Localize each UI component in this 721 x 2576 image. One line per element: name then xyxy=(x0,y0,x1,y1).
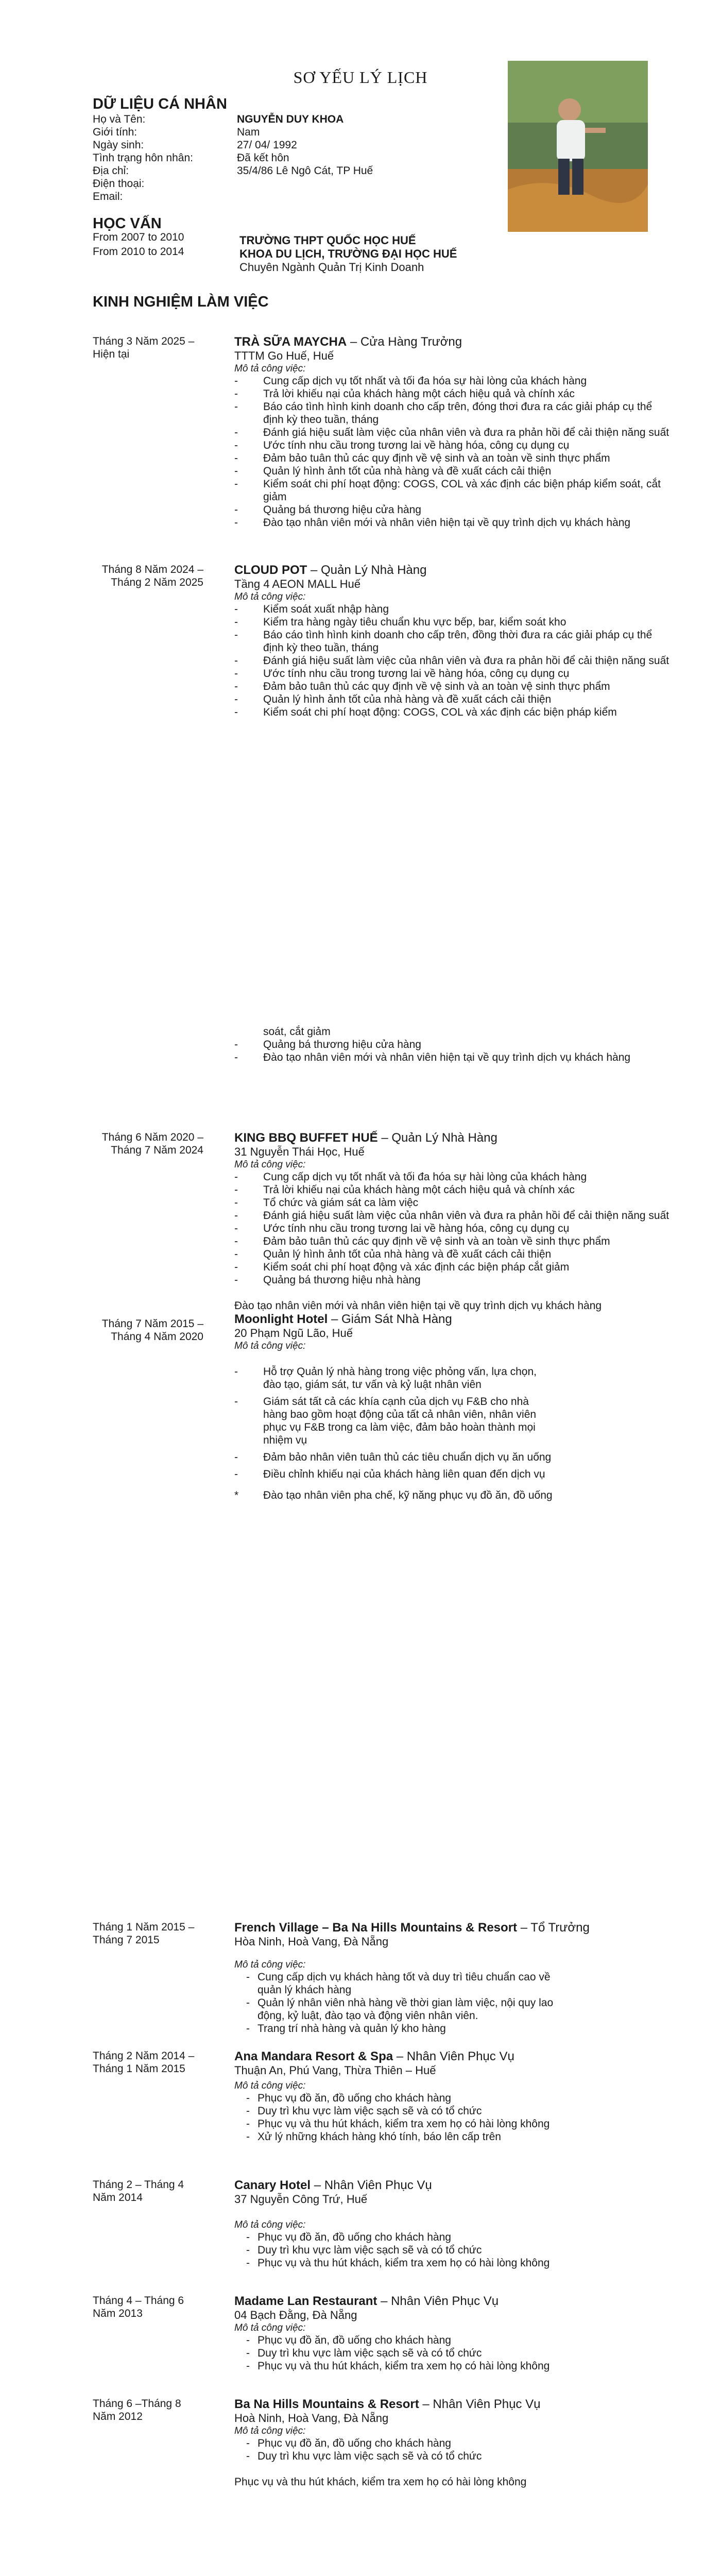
job-period-start: Tháng 8 Năm 2024 – xyxy=(101,564,203,575)
duty-item: - Quản lý hình ảnh tốt của nhà hàng và đề xuất cách cải thiện xyxy=(234,465,552,477)
duty-item: - Ước tính nhu cầu trong tương lai về hàng hóa, công cụ dụng cụ xyxy=(234,439,570,451)
duty-item: - Phục vụ đồ ăn, đồ uống cho khách hàng xyxy=(246,2334,451,2346)
job-title xyxy=(234,2049,667,2064)
personal-value-dob: 27/ 04/ 1992 xyxy=(237,139,297,151)
job-duties-label: Mô tả công việc: xyxy=(234,1341,306,1351)
job-place: TTTM Go Huế, Huế xyxy=(234,349,334,362)
job-company: KING BBQ BUFFET HUẾ xyxy=(234,1131,378,1145)
job-duties-label: Mô tả công việc: xyxy=(234,1159,306,1170)
experience-heading: KINH NGHIỆM LÀM VIỆC xyxy=(93,294,269,310)
duty-item: - Trang trí nhà hàng và quản lý kho hàng xyxy=(246,2023,446,2035)
job-duties-list xyxy=(234,2334,554,2372)
job-role: – Quản Lý Nhà Hàng xyxy=(307,563,427,577)
duty-item: - Báo cáo tình hình kinh doanh cho cấp trên, đóng thơi đưa ra các giải pháp cụ thể định kỳ theo tuần, tháng xyxy=(234,401,653,426)
duty-item: - Kiểm tra hàng ngày tiêu chuẩn khu vực bếp, bar, kiểm soát kho xyxy=(234,616,566,628)
duty-item: - Đảm bảo nhân viên tuân thủ các tiêu chuẩn dịch vụ ăn uống xyxy=(234,1451,552,1463)
job-duties-list xyxy=(234,603,672,719)
job-period-start: Tháng 2 – Tháng 4 xyxy=(93,2179,184,2191)
job-title xyxy=(234,2294,667,2309)
job-duties-list xyxy=(234,1971,554,2035)
job-period-start: Tháng 1 Năm 2015 – xyxy=(93,1921,195,1933)
job-period-start: Tháng 6 –Tháng 8 xyxy=(93,2398,181,2410)
duty-item: - Giám sát tất cả các khía cạnh của dịch vụ F&B cho nhà hàng bao gồm hoạt động của tất cả nhân viên, nhân viên phục vụ F&B trong ca làm việc, đảm bảo hoàn thành mọi nhiệm vụ xyxy=(234,1396,537,1446)
personal-value-address: 35/4/86 Lê Ngô Cát, TP Huế xyxy=(237,165,373,177)
duty-item: - Phục vụ đồ ăn, đồ uống cho khách hàng xyxy=(246,2092,451,2104)
document-title: SƠ YẾU LÝ LỊCH xyxy=(293,68,428,87)
education-school-1: TRƯỜNG THPT QUỐC HỌC HUẾ xyxy=(239,234,416,247)
job-company: French Village – Ba Na Hills Mountains & Resort xyxy=(234,1921,518,1935)
duty-item: * Đào tạo nhân viên pha chế, kỹ năng phục vụ đồ ăn, đồ uống xyxy=(234,1489,553,1501)
personal-value-marital: Đã kết hôn xyxy=(237,152,289,164)
job-duties-label: Mô tả công việc: xyxy=(234,363,306,374)
job-period-end: Tháng 7 Năm 2024 xyxy=(111,1144,203,1156)
job-period-start: Tháng 7 Năm 2015 – xyxy=(101,1318,203,1330)
personal-label-marital: Tình trạng hôn nhân: xyxy=(93,152,193,164)
duty-item: - Hỗ trợ Quản lý nhà hàng trong việc phỏng vấn, lựa chọn, đào tạo, giám sát, tư vấn và kỷ luật nhân viên xyxy=(234,1366,537,1391)
duty-item: - Trả lời khiếu nại của khách hàng một cách hiệu quả và chính xác xyxy=(234,388,575,400)
job-title xyxy=(234,2397,667,2412)
duty-item: - Phục vụ đồ ăn, đồ uống cho khách hàng xyxy=(246,2231,451,2243)
duty-item: - Ước tính nhu cầu trong tương lai về hàng hóa, công cụ dụng cụ xyxy=(234,668,570,680)
job-duties-list-continued xyxy=(234,1038,672,1064)
job-period-end: Tháng 2 Năm 2025 xyxy=(111,577,203,588)
job-role: – Nhân Viên Phục Vụ xyxy=(393,2049,514,2063)
education-period-1: From 2007 to 2010 xyxy=(93,231,184,243)
job-title xyxy=(234,563,667,578)
job-role: – Nhân Viên Phục Vụ xyxy=(377,2294,499,2308)
personal-value-name: NGUYỄN DUY KHOA xyxy=(237,113,344,125)
duty-item: - Cung cấp dịch vụ khách hàng tốt và duy trì tiêu chuẩn cao về quản lý khách hàng xyxy=(246,1971,551,1996)
job-period-start: Tháng 2 Năm 2014 – xyxy=(93,2050,195,2062)
job-title xyxy=(234,1921,667,1935)
job-period-end: Tháng 4 Năm 2020 xyxy=(111,1331,203,1343)
job-duties-list xyxy=(234,2092,554,2143)
duty-item: - Duy trì khu vực làm việc sạch sẽ và có tổ chức xyxy=(246,2450,482,2462)
duty-item: - Duy trì khu vực làm việc sạch sẽ và có tổ chức xyxy=(246,2105,482,2117)
duty-item: - Quản lý hình ảnh tốt của nhà hàng và đề xuất cách cải thiện xyxy=(234,693,552,705)
job-place: 04 Bạch Đằng, Đà Nẵng xyxy=(234,2309,357,2321)
profile-photo xyxy=(508,61,648,232)
duty-item: - Quản lý hình ảnh tốt của nhà hàng và đề xuất cách cải thiện xyxy=(234,1248,552,1260)
job-extra-line: Phục vụ và thu hút khách, kiểm tra xem họ có hài lòng không xyxy=(234,2476,527,2488)
job-place: Hoà Ninh, Hoà Vang, Đà Nẵng xyxy=(234,2412,389,2425)
personal-label-phone: Điện thoại: xyxy=(93,178,145,190)
job-duties-label: Mô tả công việc: xyxy=(234,1959,306,1970)
education-period-2: From 2010 to 2014 xyxy=(93,246,184,258)
job-period-end: Tháng 1 Năm 2015 xyxy=(93,2063,185,2075)
job-company: CLOUD POT xyxy=(234,563,307,577)
job-title xyxy=(234,2178,667,2193)
duty-item: - Tổ chức và giám sát ca làm việc xyxy=(234,1197,419,1209)
job-period-end: Năm 2013 xyxy=(93,2308,143,2319)
duty-item: - Phục vụ đồ ăn, đồ uống cho khách hàng xyxy=(246,2437,451,2449)
job-period-start: Tháng 4 – Tháng 6 xyxy=(93,2295,184,2307)
duty-item: - Đảm bảo tuân thủ các quy định về vệ sinh và an toàn về sinh thực phẩm xyxy=(234,1235,610,1247)
job-place: 37 Nguyễn Công Trứ, Huế xyxy=(234,2193,368,2206)
duty-item: - Kiểm soát chi phí hoạt động và xác định các biện pháp cắt giảm xyxy=(234,1261,570,1273)
duty-item: - Đào tạo nhân viên mới và nhân viên hiện tại về quy trình dịch vụ khách hàng xyxy=(234,517,631,529)
job-duties-label: Mô tả công việc: xyxy=(234,2219,306,2230)
job-role: – Quản Lý Nhà Hàng xyxy=(377,1131,497,1145)
job-company: Madame Lan Restaurant xyxy=(234,2294,377,2308)
duty-item: - Cung cấp dịch vụ tốt nhất và tối đa hóa sự hài lòng của khách hàng xyxy=(234,375,587,387)
duty-item: - Đánh giá hiệu suất làm việc của nhân viên và đưa ra phản hồi để cải thiện năng suất xyxy=(234,427,670,438)
job-place: Hòa Ninh, Hoà Vang, Đà Nẵng xyxy=(234,1935,389,1948)
education-school-2: KHOA DU LỊCH, TRƯỜNG ĐẠI HỌC HUẾ xyxy=(239,247,457,260)
job-title xyxy=(234,335,667,349)
job-period-end: Hiện tại xyxy=(93,348,130,360)
job-duties-label: Mô tả công việc: xyxy=(234,2426,306,2436)
education-heading: HỌC VẤN xyxy=(93,215,162,232)
duty-item: - Kiểm soát xuất nhập hàng xyxy=(234,603,389,615)
job-duties-list xyxy=(234,2437,554,2463)
personal-label-email: Email: xyxy=(93,191,123,202)
job-role: – Nhân Viên Phục Vụ xyxy=(419,2397,541,2411)
duty-item: - Cung cấp dịch vụ tốt nhất và tối đa hóa sự hài lòng của khách hàng xyxy=(234,1171,587,1183)
duty-item: - Báo cáo tình hình kinh doanh cho cấp trên, đồng thời đưa ra các giải pháp cụ thể định kỳ theo tuần, tháng xyxy=(234,629,653,654)
duty-item: - Quảng bá thương hiệu nhà hàng xyxy=(234,1274,421,1286)
duty-item: - Đánh giá hiệu suất làm việc của nhân viên và đưa ra phản hồi để cải thiện năng suất xyxy=(234,1210,670,1222)
duty-item: - Phục vụ và thu hút khách, kiểm tra xem họ có hài lòng không xyxy=(246,2257,550,2269)
job-duties-list xyxy=(234,1365,554,1502)
duty-item: - Quản lý nhân viên nhà hàng về thời gian làm việc, nội quy lao động, kỷ luật, đào tạo và động viên nhân viên. xyxy=(246,1997,554,2022)
duty-item: - Duy trì khu vực làm việc sạch sẽ và có tổ chức xyxy=(246,2347,482,2359)
duty-item: - Duy trì khu vực làm việc sạch sẽ và có tổ chức xyxy=(246,2244,482,2256)
job-title xyxy=(234,1131,667,1145)
personal-label-name: Họ và Tên: xyxy=(93,113,146,125)
job-company: Canary Hotel xyxy=(234,2178,311,2192)
job-period-start: Tháng 6 Năm 2020 – xyxy=(101,1131,203,1143)
job-duties-label: Mô tả công việc: xyxy=(234,2080,306,2091)
job-place: Thuận An, Phú Vang, Thừa Thiên – Huế xyxy=(234,2064,436,2077)
duty-item: - Điều chỉnh khiếu nại của khách hàng liên quan đến dịch vụ xyxy=(234,1468,545,1480)
job-place: 31 Nguyễn Thái Học, Huế xyxy=(234,1145,365,1158)
job-duties-label: Mô tả công việc: xyxy=(234,591,306,602)
personal-data-heading: DỮ LIỆU CÁ NHÂN xyxy=(93,96,227,112)
job-duties-label: Mô tả công việc: xyxy=(234,2323,306,2333)
job-company: Ana Mandara Resort & Spa xyxy=(234,2049,393,2063)
job-company: Moonlight Hotel xyxy=(234,1312,328,1326)
job-role: – Tổ Trưởng xyxy=(517,1921,590,1935)
duty-item: - Đảm bảo tuân thủ các quy định về vệ sinh và an toàn về sinh thực phẩm xyxy=(234,452,610,464)
job-period-start: Tháng 3 Năm 2025 – xyxy=(93,335,195,347)
job-period-end: Năm 2014 xyxy=(93,2192,143,2204)
job-company: TRÀ SỮA MAYCHA xyxy=(234,335,347,349)
duty-item: - Trả lời khiếu nại của khách hàng một cách hiệu quả và chính xác xyxy=(234,1184,575,1196)
job-extra-line: Đào tạo nhân viên mới và nhân viên hiện tại về quy trình dịch vụ khách hàng xyxy=(234,1300,602,1312)
personal-value-gender: Nam xyxy=(237,126,260,138)
job-duties-list xyxy=(234,375,672,529)
duty-item: - Phục vụ và thu hút khách, kiểm tra xem họ có hài lòng không xyxy=(246,2118,550,2130)
personal-label-address: Địa chỉ: xyxy=(93,165,129,177)
job-place: 20 Phạm Ngũ Lão, Huế xyxy=(234,1327,353,1340)
duty-item: - Quảng bá thương hiệu cửa hàng xyxy=(234,504,421,516)
education-major: Chuyên Ngành Quản Trị Kinh Doanh xyxy=(239,261,424,274)
duty-item: - Đảm bảo tuân thủ các quy định về vệ sinh và an toàn vệ sinh thực phẩm xyxy=(234,681,610,692)
duty-item: - Đánh giá hiệu suất làm việc của nhân viên và đưa ra phản hồi để cải thiện năng suất xyxy=(234,655,670,667)
job-place: Tầng 4 AEON MALL Huế xyxy=(234,578,360,590)
job-duties-list xyxy=(234,2231,554,2269)
duty-item: - Kiểm soát chi phí hoạt động: COGS, COL và xác định các biện pháp kiểm xyxy=(234,706,617,718)
job-duties-list xyxy=(234,1171,672,1286)
job-role: – Nhân Viên Phục Vụ xyxy=(311,2178,432,2192)
duty-item: - Xử lý những khách hàng khó tính, báo lên cấp trên xyxy=(246,2131,501,2143)
job-title xyxy=(234,1312,667,1327)
job-period-end: Tháng 7 2015 xyxy=(93,1934,160,1946)
personal-label-gender: Giới tính: xyxy=(93,126,138,138)
job-role: – Cửa Hàng Trưởng xyxy=(347,335,462,349)
personal-label-dob: Ngày sinh: xyxy=(93,139,144,151)
duty-item: - Quảng bá thương hiệu cửa hàng xyxy=(234,1039,421,1050)
job-company: Ba Na Hills Mountains & Resort xyxy=(234,2397,419,2411)
job-role: – Giám Sát Nhà Hàng xyxy=(328,1312,452,1326)
duty-item: - Đào tạo nhân viên mới và nhân viên hiện tại về quy trình dịch vụ khách hàng xyxy=(234,1052,631,1063)
duty-item: - Kiểm soát chi phí hoạt động: COGS, COL và xác định các biện pháp kiểm soát, cắt giảm xyxy=(234,478,661,503)
duty-item: - Ước tính nhu cầu trong tương lai về hàng hóa, công cụ dụng cụ xyxy=(234,1223,570,1234)
duty-item: - Phục vụ và thu hút khách, kiểm tra xem họ có hài lòng không xyxy=(246,2360,550,2372)
duty-continuation: soát, cắt giảm xyxy=(263,1026,331,1038)
job-period-end: Năm 2012 xyxy=(93,2411,143,2422)
